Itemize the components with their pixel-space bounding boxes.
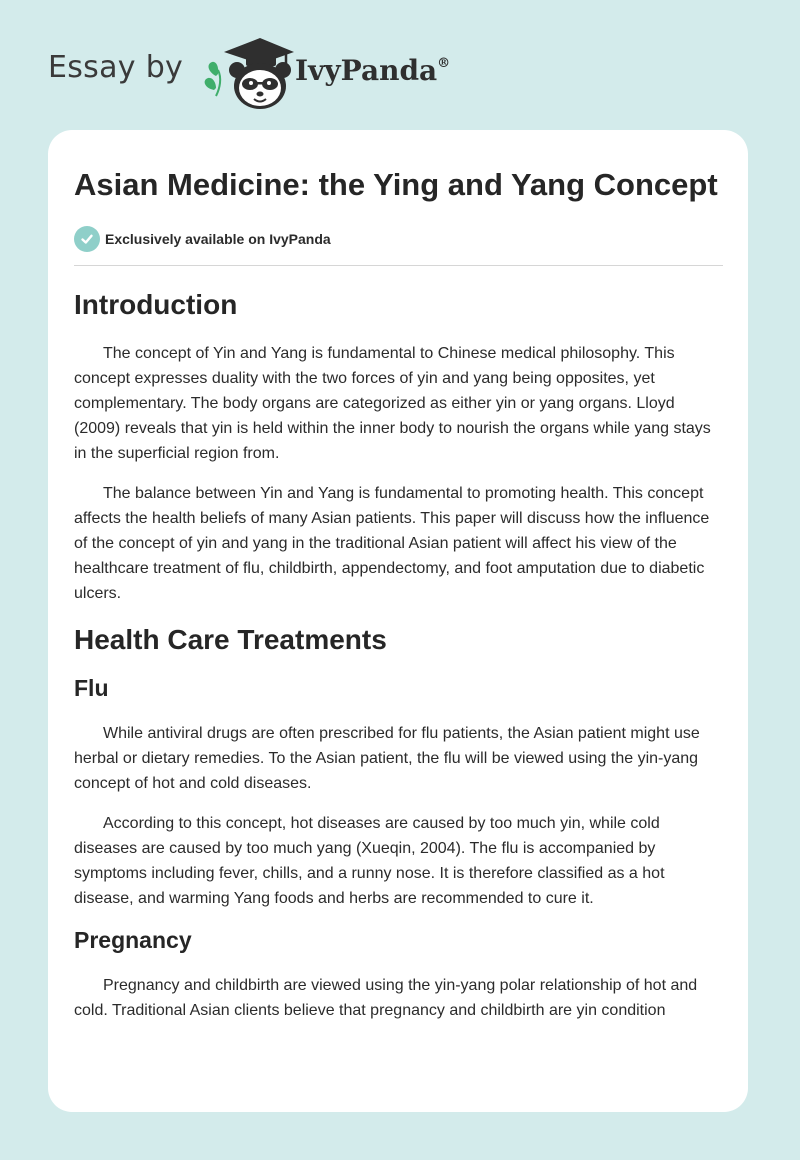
essay-title: Asian Medicine: the Ying and Yang Concept: [74, 167, 718, 202]
essay-content: [74, 164, 723, 1023]
panda-graduate-icon: [202, 36, 294, 112]
essay-by-label: Essay by: [48, 50, 184, 85]
paragraph: Pregnancy and childbirth are viewed using the yin-yang polar relationship of hot and cold. Traditional Asian clients believe that pregnancy and childbirth are yin condition: [74, 977, 698, 1019]
registered-mark: ®: [437, 56, 451, 71]
ivy-leaf-icon: [205, 62, 221, 96]
check-icon: [74, 226, 100, 252]
site-header: [48, 36, 508, 112]
paragraph: The balance between Yin and Yang is fundamental to promoting health. This concept affects the health beliefs of many Asian patients. This paper will discuss how the influence of the concept of yin and yang in the traditional Asian patient will affect his view of the healthcare treatment of flu, childbirth, appendectomy, and foot amputation due to diabetic ulcers.: [74, 485, 710, 602]
brand-name[interactable]: [295, 54, 450, 87]
paragraph: According to this concept, hot diseases are caused by too much yin, while cold diseases are caused by too much yang (Xueqin, 2004). The flu is accompanied by symptoms including fever, chills, and a runny nose. It is therefore classified as a hot disease, and warming Yang foods and herbs are recommended to cure it.: [74, 815, 665, 907]
subsection-heading-pregnancy: Pregnancy: [74, 927, 192, 953]
divider: [74, 265, 723, 266]
exclusive-label: Exclusively available on IvyPanda: [105, 231, 331, 247]
exclusive-badge: [74, 225, 723, 253]
paragraph: While antiviral drugs are often prescribed for flu patients, the Asian patient might use herbal or dietary remedies. To the Asian patient, the flu will be viewed using the yin-yang concept of hot and cold diseases.: [74, 725, 700, 792]
section-heading-introduction: Introduction: [74, 289, 238, 320]
subsection-heading-flu: Flu: [74, 675, 109, 701]
ivypanda-logo[interactable]: [202, 36, 294, 112]
paragraph: The concept of Yin and Yang is fundamental to Chinese medical philosophy. This concept expresses duality with the two forces of yin and yang being opposites, yet complementary. The body organs are categorized as either yin or yang organs. Lloyd (2009) reveals that yin is held within the inner body to nourish the organs while yang stays in the superficial region from.: [74, 345, 711, 462]
essay-card: [48, 130, 748, 1112]
brand-text: IvyPanda: [295, 54, 438, 87]
section-heading-health-care-treatments: Health Care Treatments: [74, 624, 387, 655]
